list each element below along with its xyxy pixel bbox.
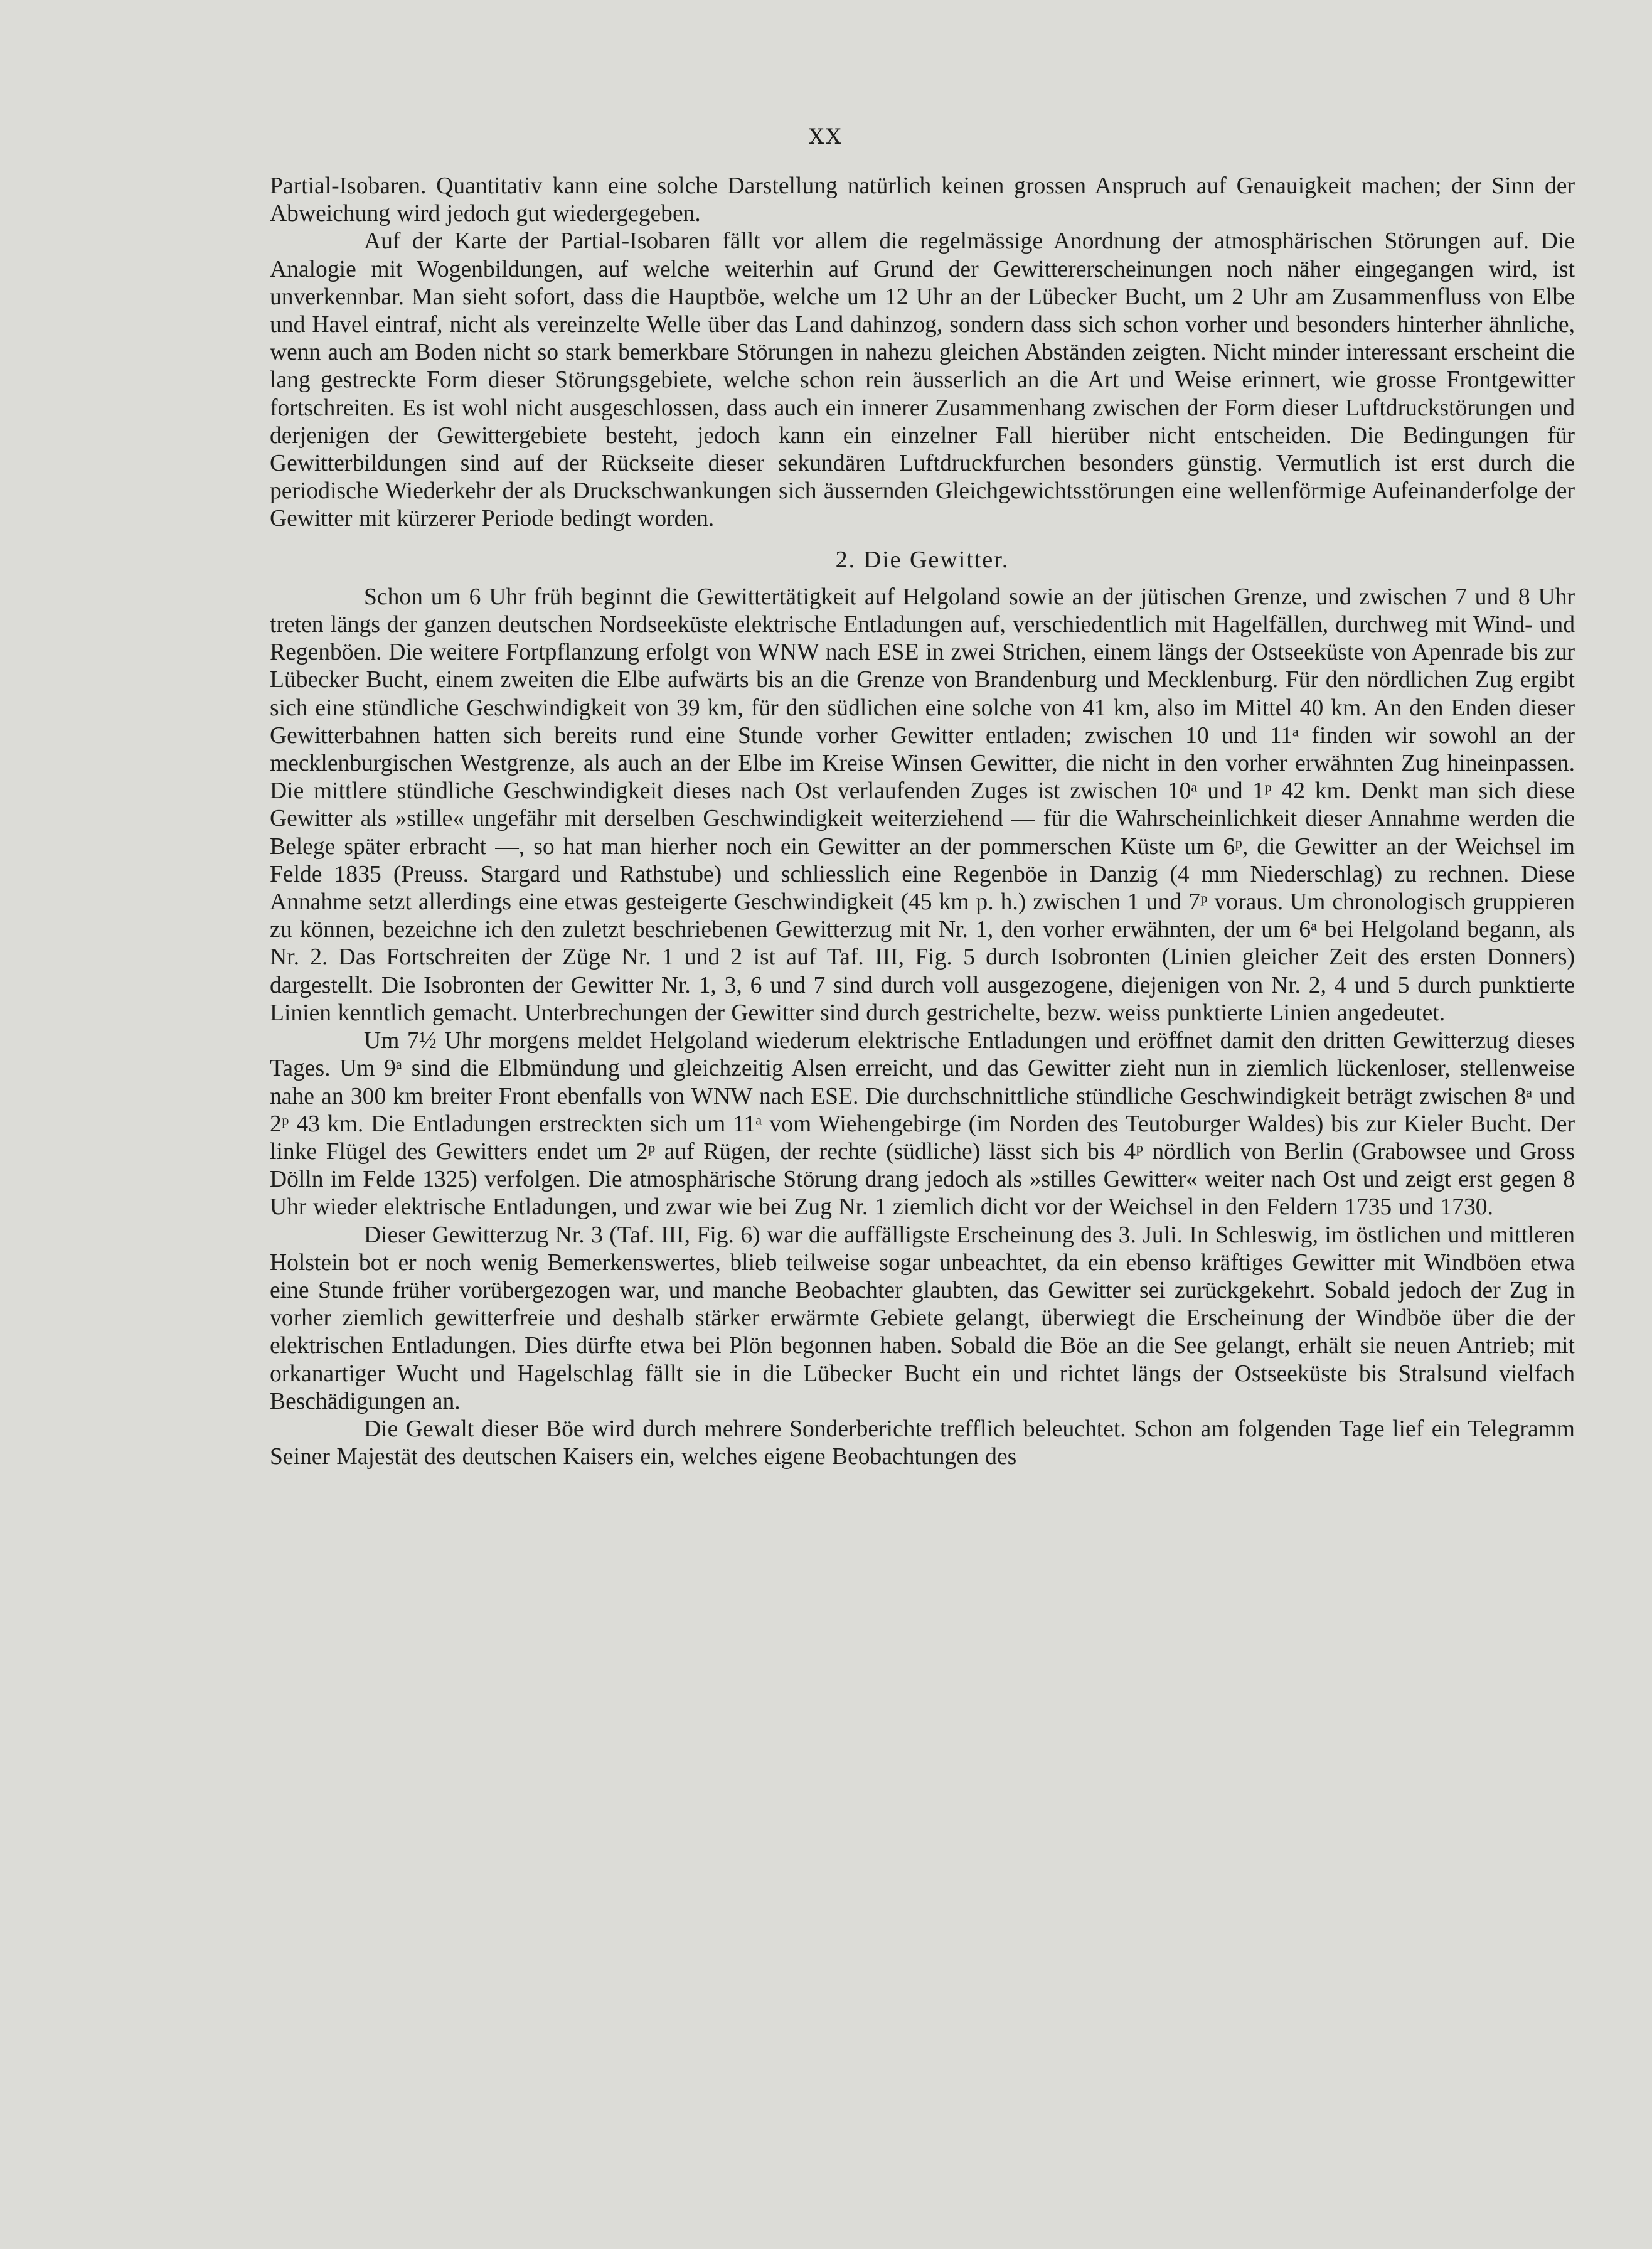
paragraph: Partial-Isobaren. Quantitativ kann eine solche Darstellung natürlich keinen grossen Anspruch auf Genauigkeit machen; der Sinn der Abweichung wird jedoch gut wiedergegeben. xyxy=(270,173,1575,227)
paragraph: Auf der Karte der Partial-Isobaren fällt vor allem die regelmässige Anordnung der atmosphärischen Störungen auf. Die Analogie mit Wogenbildungen, auf welche weiterhin auf Grund der Gewittererscheinungen noch näher eingegangen wird, ist unverkennbar. Man sieht sofort, dass die Hauptböe, welche um 12 Uhr an der Lübecker Bucht, um 2 Uhr am Zusammenfluss von Elbe und Havel eintraf, nicht als vereinzelte Welle über das Land dahinzog, sondern dass sich schon vorher und besonders hinterher ähnliche, wenn auch am Boden nicht so stark bemerkbare Störungen in nahezu gleichen Abständen zeigten. Nicht minder interessant erscheint die lang gestreckte Form dieser Störungsgebiete, welche schon rein äusserlich an die Art und Weise erinnert, wie grosse Frontgewitter fortschreiten. Es ist wohl nicht ausgeschlossen, dass auch ein innerer Zusammenhang zwischen der Form dieser Luftdruckstörungen und derjenigen der Gewittergebiete besteht, jedoch kann ein einzelner Fall hierüber nicht entscheiden. Die Bedingungen für Gewitterbildungen sind auf der Rückseite dieser sekundären Luftdruckfurchen besonders günstig. Vermutlich ist erst durch die periodische Wiederkehr der als Druckschwankungen sich äussernden Gleichgewichtsstörungen eine wellenförmige Aufeinanderfolge der Gewitter mit kürzerer Periode bedingt worden. xyxy=(270,228,1575,532)
section-heading: 2. Die Gewitter. xyxy=(835,546,1010,573)
paragraph: Schon um 6 Uhr früh beginnt die Gewittertätigkeit auf Helgoland sowie an der jütischen Grenze, und zwischen 7 und 8 Uhr treten längs der ganzen deutschen Nordseeküste elektrische Entladungen auf, verschiedentlich mit Hagelfällen, durchweg mit Wind- und Regenböen. Die weitere Fortpflanzung erfolgt von WNW nach ESE in zwei Strichen, einem längs der Ostseeküste von Apenrade bis zur Lübecker Bucht, einem zweiten die Elbe aufwärts bis an die Grenze von Brandenburg und Mecklenburg. Für den nördlichen Zug ergibt sich eine stündliche Geschwindigkeit von 39 km, für den südlichen eine solche von 41 km, also im Mittel 40 km. An den Enden dieser Gewitterbahnen hatten sich bereits rund eine Stunde vorher Gewitter entladen; zwischen 10 und 11ᵃ finden wir sowohl an der mecklenburgischen Westgrenze, als auch an der Elbe im Kreise Winsen Gewitter, die nicht in den vorher erwähnten Zug hineinpassen. Die mittlere stündliche Geschwindigkeit dieses nach Ost verlaufenden Zuges ist zwischen 10ᵃ und 1ᵖ 42 km. Denkt man sich diese Gewitter als »stille« ungefähr mit derselben Geschwindigkeit weiterziehend — für die Wahrscheinlichkeit dieser Annahme werden die Belege später erbracht —, so hat man hierher noch ein Gewitter an der pommerschen Küste um 6ᵖ, die Gewitter an der Weichsel im Felde 1835 (Preuss. Stargard und Rathstube) und schliesslich eine Regenböe in Danzig (4 mm Niederschlag) zu rechnen. Diese Annahme setzt allerdings eine etwas gesteigerte Geschwindigkeit (45 km p. h.) zwischen 1 und 7ᵖ voraus. Um chronologisch gruppieren zu können, bezeichne ich den zuletzt beschriebenen Gewitterzug mit Nr. 1, den vorher erwähnten, der um 6ᵃ bei Helgoland begann, als Nr. 2. Das Fortschreiten der Züge Nr. 1 und 2 ist auf Taf. III, Fig. 5 durch Isobronten (Linien gleicher Zeit des ersten Donners) dargestellt. Die Isobronten der Gewitter Nr. 1, 3, 6 und 7 sind durch voll ausgezogene, diejenigen von Nr. 2, 4 und 5 durch punktierte Linien kenntlich gemacht. Unterbrechungen der Gewitter sind durch gestrichelte, bezw. weiss punktierte Linien angedeutet. xyxy=(270,584,1575,1026)
body-text xyxy=(270,173,1575,1471)
page-number: XX xyxy=(809,124,843,149)
paragraph: Die Gewalt dieser Böe wird durch mehrere Sonderberichte trefflich beleuchtet. Schon am folgenden Tage lief ein Telegramm Seiner Majestät des deutschen Kaisers ein, welches eigene Beobachtungen des xyxy=(270,1416,1575,1470)
paragraph: Dieser Gewitterzug Nr. 3 (Taf. III, Fig. 6) war die auffälligste Erscheinung des 3. Juli. In Schleswig, im östlichen und mittleren Holstein bot er noch wenig Bemerkenswertes, blieb teilweise sogar unbeachtet, da ein ebenso kräftiges Gewitter mit Windböen etwa eine Stunde früher vorübergezogen war, und manche Beobachter glaubten, das Gewitter sei zurückgekehrt. Sobald jedoch der Zug in vorher ziemlich gewitterfreie und deshalb stärker erwärmte Gebiete gelangt, überwiegt die Erscheinung der Windböe über die der elektrischen Entladungen. Dies dürfte etwa bei Plön begonnen haben. Sobald die Böe an die See gelangt, erhält sie neuen Antrieb; mit orkanartiger Wucht und Hagelschlag fällt sie in die Lübecker Bucht ein und richtet längs der Ostseeküste bis Stralsund vielfach Beschädigungen an. xyxy=(270,1222,1575,1414)
paragraph: Um 7½ Uhr morgens meldet Helgoland wiederum elektrische Entladungen und eröffnet damit den dritten Gewitterzug dieses Tages. Um 9ᵃ sind die Elbmündung und gleichzeitig Alsen erreicht, und das Gewitter zieht nun in ziemlich lückenloser, stellenweise nahe an 300 km breiter Front ebenfalls von WNW nach ESE. Die durchschnittliche stündliche Geschwindigkeit beträgt zwischen 8ᵃ und 2ᵖ 43 km. Die Entladungen erstreckten sich um 11ᵃ vom Wiehengebirge (im Norden des Teutoburger Waldes) bis zur Kieler Bucht. Der linke Flügel des Gewitters endet um 2ᵖ auf Rügen, der rechte (südliche) lässt sich bis 4ᵖ nördlich von Berlin (Grabowsee und Gross Dölln im Felde 1325) verfolgen. Die atmosphärische Störung drang jedoch als »stilles Gewitter« weiter nach Ost und zeigt erst gegen 8 Uhr wieder elektrische Entladungen, und zwar wie bei Zug Nr. 1 ziemlich dicht vor der Weichsel in den Feldern 1735 und 1730. xyxy=(270,1028,1575,1221)
